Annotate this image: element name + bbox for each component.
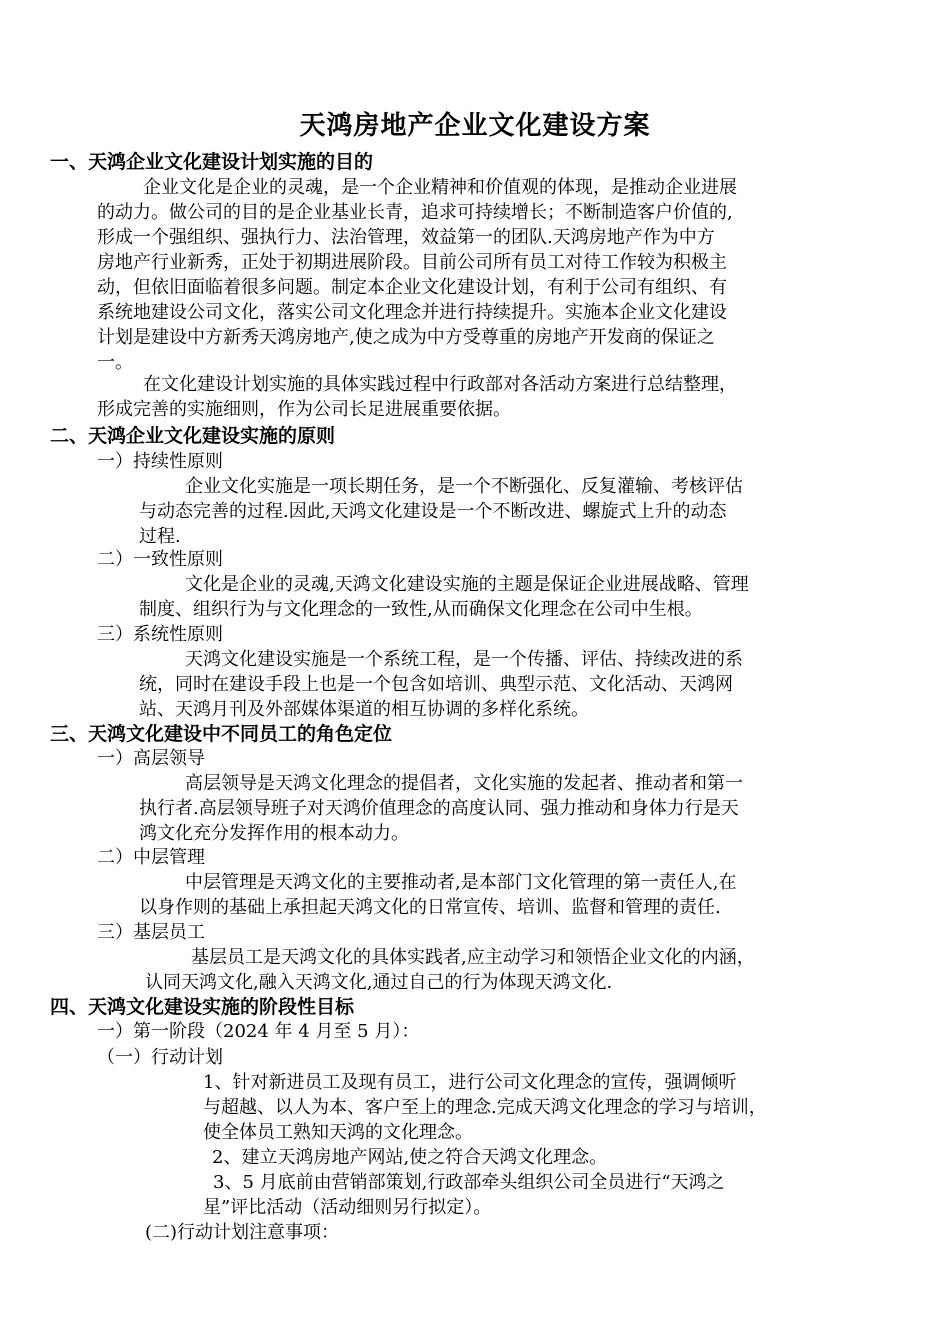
- subheading-frontline-staff: 三）基层员工: [97, 922, 205, 943]
- section-1-paragraph-1: [97, 175, 887, 375]
- text-line: 高层领导是天鸿文化理念的提倡者，文化实施的发起者、推动者和第一: [185, 773, 743, 794]
- text-line: 动，但依旧面临着很多问题。制定本企业文化建设计划，有利于公司有组织、有: [97, 277, 727, 298]
- senior-leaders-text: [139, 771, 889, 846]
- text-line: 房地产行业新秀，正处于初期进展阶段。目前公司所有员工对待工作较为积极主: [97, 252, 727, 273]
- text-line: 执行者.高层领导班子对天鸿价值理念的高度认同、强力推动和身体力行是天: [139, 798, 739, 819]
- text-line: 中层管理是天鸿文化的主要推动者,是本部门文化管理的第一责任人,在: [185, 872, 737, 893]
- text-line: 1、针对新进员工及现有员工，进行公司文化理念的宣传，强调倾听: [203, 1072, 737, 1093]
- text-line: 星”评比活动（活动细则另行拟定）。: [203, 1197, 492, 1218]
- subheading-consistency: 二）一致性原则: [97, 549, 223, 570]
- section-heading-2: 二、天鸿企业文化建设实施的原则: [50, 425, 336, 447]
- text-line: 的动力。做公司的目的是企业基业长青，追求可持续增长；不断制造客户价值的,: [97, 202, 733, 223]
- middle-management-text: [139, 870, 889, 920]
- section-heading-1: 一、天鸿企业文化建设计划实施的目的: [50, 151, 374, 173]
- text-line: 形成完善的实施细则，作为公司长足进展重要依据。: [97, 399, 511, 420]
- text-line: 在文化建设计划实施的具体实践过程中行政部对各活动方案进行总结整理，: [143, 374, 737, 395]
- subheading-senior-leaders: 一）高层领导: [97, 748, 205, 769]
- systematic-text: [139, 647, 889, 722]
- text-line: 天鸿文化建设实施是一个系统工程，是一个传播、评估、持续改进的系: [185, 649, 743, 670]
- section-heading-4: 四、天鸿文化建设实施的阶段性目标: [50, 996, 355, 1018]
- continuity-text: [139, 474, 889, 549]
- text-line: 制度、组织行为与文化理念的一致性,从而确保文化理念在公司中生根。: [139, 599, 703, 620]
- action-item-1: [203, 1070, 893, 1145]
- action-item-3: [203, 1170, 893, 1220]
- consistency-text: [139, 572, 889, 622]
- text-line: 使全体员工熟知天鸿的文化理念。: [203, 1122, 473, 1143]
- subheading-continuity: 一）持续性原则: [97, 451, 223, 472]
- text-line: 一。: [97, 352, 133, 373]
- text-line: 与动态完善的过程.因此,天鸿文化建设是一个不断改进、螺旋式上升的动态: [139, 501, 727, 522]
- section-heading-3: 三、天鸿文化建设中不同员工的角色定位: [50, 723, 393, 745]
- subheading-phase-1: 一）第一阶段（2024 年 4 月至 5 月）：: [97, 1021, 420, 1042]
- text-line: 认同天鸿文化,融入天鸿文化,通过自己的行为体现天鸿文化.: [145, 972, 613, 993]
- action-item-2: [212, 1145, 892, 1170]
- text-line: 站、天鸿月刊及外部媒体渠道的相互协调的多样化系统。: [139, 699, 589, 720]
- text-line: 形成一个强组织、强执行力、法治管理，效益第一的团队.天鸿房地产作为中方: [97, 227, 715, 248]
- text-line: 统，同时在建设手段上也是一个包含如培训、典型示范、文化活动、天鸿网: [139, 674, 733, 695]
- subheading-plan-notes: (二)行动计划注意事项：: [145, 1222, 340, 1243]
- text-line: 鸿文化充分发挥作用的根本动力。: [139, 823, 409, 844]
- subheading-middle-management: 二）中层管理: [97, 847, 205, 868]
- text-line: 过程.: [139, 526, 181, 547]
- text-line: 文化是企业的灵魂,天鸿文化建设实施的主题是保证企业进展战略、管理: [185, 574, 749, 595]
- text-line: 企业文化是企业的灵魂，是一个企业精神和价值观的体现，是推动企业进展: [143, 177, 737, 198]
- section-1-paragraph-2: [97, 372, 887, 422]
- text-line: 与超越、以人为本、客户至上的理念.完成天鸿文化理念的学习与培训，: [203, 1097, 767, 1118]
- document-title: 天鸿房地产企业文化建设方案: [299, 111, 651, 141]
- text-line: 基层员工是天鸿文化的具体实践者,应主动学习和领悟企业文化的内涵，: [191, 947, 755, 968]
- text-line: 以身作则的基础上承担起天鸿文化的日常宣传、培训、监督和管理的责任.: [139, 897, 721, 918]
- subheading-systematic: 三）系统性原则: [97, 624, 223, 645]
- subheading-action-plan: （一）行动计划: [97, 1047, 223, 1068]
- frontline-staff-text: [145, 945, 895, 995]
- text-line: 2、建立天鸿房地产网站,使之符合天鸿文化理念。: [212, 1147, 608, 1168]
- text-line: 3、5 月底前由营销部策划,行政部牵头组织公司全员进行“天鸿之: [213, 1172, 725, 1193]
- text-line: 计划是建设中方新秀天鸿房地产,使之成为中方受尊重的房地产开发商的保证之: [97, 327, 715, 348]
- text-line: 企业文化实施是一项长期任务，是一个不断强化、反复灌输、考核评估: [185, 476, 743, 497]
- text-line: 系统地建设公司文化，落实公司文化理念并进行持续提升。实施本企业文化建设: [97, 302, 727, 323]
